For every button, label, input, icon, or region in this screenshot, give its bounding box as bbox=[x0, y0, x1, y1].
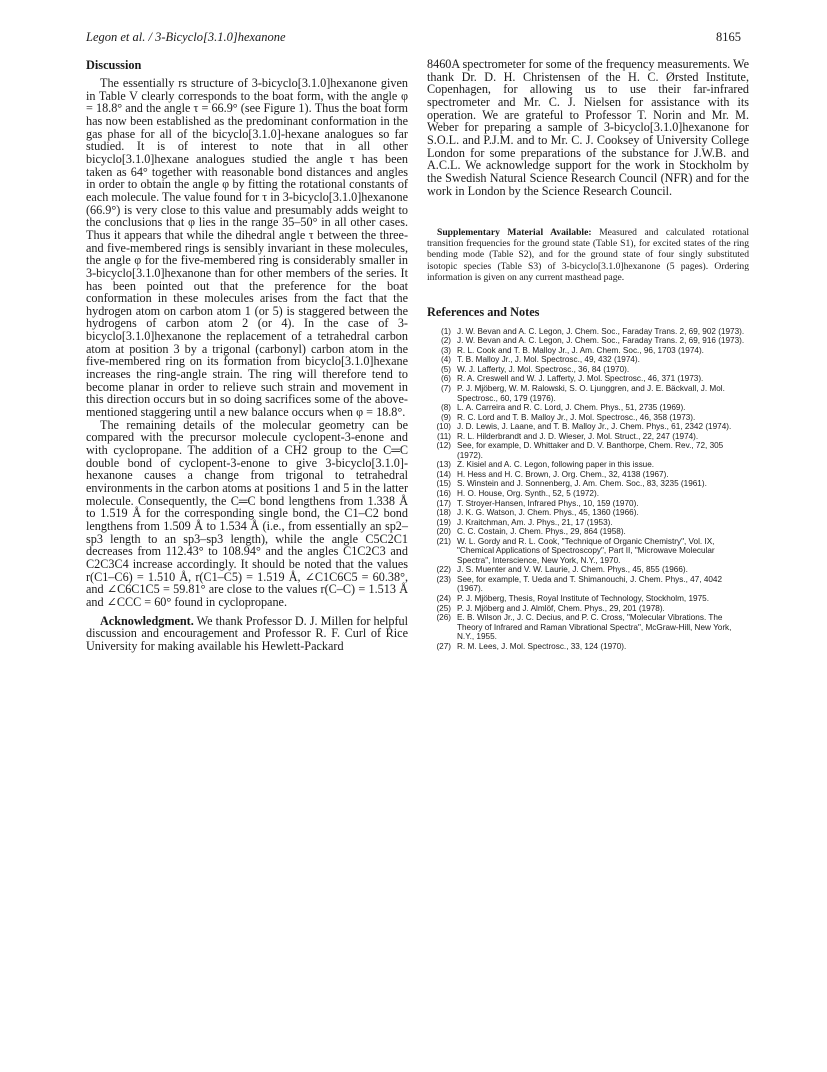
references-list bbox=[427, 327, 749, 652]
reference-item: (4) T. B. Malloy Jr., J. Mol. Spectrosc., 49, 432 (1974). bbox=[440, 355, 640, 365]
left-column bbox=[86, 58, 408, 653]
reference-item: (19) J. Kraitchman, Am. J. Phys., 21, 17 (1953). bbox=[436, 517, 613, 527]
reference-item: (25) P. J. Mjöberg and J. Almlöf, Chem. Phys., 29, 201 (1978). bbox=[436, 603, 665, 613]
reference-item: (8) L. A. Carreira and R. C. Lord, J. Chem. Phys., 51, 2735 (1969). bbox=[440, 403, 686, 413]
reference-item: (14) H. Hess and H. C. Brown, J. Org. Chem., 32, 4138 (1967). bbox=[436, 469, 669, 479]
discussion-paragraph-1: The essentially rs structure of 3-bicyclo[3.1.0]hexanone given in Table V clearly corresponds to the boat form, with the angle φ = 18.8° and the angle τ = 66.9° (see Figure 1). Thus the boat form has now been established as the predominant conformation in the gas phase for all of the bicyclo[3.1.0]-hexane analogues so far studied. It is of interest to note that in all other bicyclo[3.1.0]hexane analogues studied the angle τ has been taken as 64° together with reasonable bond distances and angles in order to obtain the angle φ by fitting the rotational constants of each molecule. The value found for τ in 3-bicyclo[3.1.0]hexanone (66.9°) is very close to this value and presumably adds weight to the conclusions that φ lies in the range 35–50° in all other cases. Thus it appears that while the dihedral angle τ between the three- and five-membered rings is sensibly invariant in these molecules, the angle φ for the five-membered ring is considerably smaller in 3-bicyclo[3.1.0]hexanone than for other members of the series. It has been pointed out that the preference for the boat conformation in these molecules arises from the fact that the hydrogen atom on carbon atom 1 (or 5) is staggered between the hydrogens of carbon atom 2 (or 4). In the case of 3-bicyclo[3.1.0]hexanone the replacement of a tetrahedral carbon atom at position 3 by a trigonal (carbonyl) carbon atom in the five-membered ring on its formation from bicyclo[3.1.0]hexane increases the ring-angle strain. The ring will therefore tend to become planar in order to relieve such strain and movement in this direction occurs but in so doing sacrifices some of the above-mentioned staggering until a new balance occurs when φ = 18.8°. bbox=[86, 76, 408, 420]
acknowledgment-paragraph bbox=[86, 615, 408, 653]
reference-item: (17) T. Stroyer-Hansen, Infrared Phys., 10, 159 (1970). bbox=[436, 498, 639, 508]
references-heading: References and Notes bbox=[427, 304, 540, 319]
reference-item: (5) W. J. Lafferty, J. Mol. Spectrosc., 36, 84 (1970). bbox=[440, 364, 630, 374]
reference-item: (2) J. W. Bevan and A. C. Legon, J. Chem. Soc., Faraday Trans. 2, 69, 916 (1973). bbox=[440, 336, 745, 346]
reference-item: (24) P. J. Mjöberg, Thesis, Royal Institute of Technology, Stockholm, 1975. bbox=[436, 594, 709, 603]
reference-item: (21) W. L. Gordy and R. L. Cook, "Technique of Organic Chemistry", Vol. IX, "Chemical Applications of Spectroscopy", Part II, "Microwave Molecular Spectra", Interscience, New York, N.Y., 1970. bbox=[436, 536, 715, 565]
reference-item: (12) See, for example, D. Whittaker and D. V. Banthorpe, Chem. Rev., 72, 305 (1972). bbox=[436, 441, 724, 460]
discussion-heading: Discussion bbox=[86, 58, 142, 72]
right-column bbox=[427, 58, 749, 651]
reference-item: (13) Z. Kisiel and A. C. Legon, following paper in this issue. bbox=[436, 460, 655, 470]
running-title: Legon et al. / 3-Bicyclo[3.1.0]hexanone bbox=[86, 30, 286, 44]
reference-item: (9) R. C. Lord and T. B. Malloy Jr., J. Mol. Spectrosc., 46, 358 (1973). bbox=[440, 412, 696, 422]
reference-item: (11) R. L. Hilderbrandt and J. D. Wieser, J. Mol. Struct., 22, 247 (1974). bbox=[437, 431, 699, 441]
reference-item: (26) E. B. Wilson Jr., J. C. Decius, and P. C. Cross, "Molecular Vibrations. The Theory of Infrared and Raman Vibrational Spectra", McGraw-Hill, New York, N.Y., 1955. bbox=[436, 613, 732, 642]
supplementary-text: Measured and calculated rotational transition frequencies for the ground state (Table S1), for excited states of the ring bending mode (Table S2), and for the ground state of four singly substituted isotopic species (Table S3) of 3-bicyclo[3.1.0]hexanone (5 pages). Ordering information is given on any current masthead page. bbox=[427, 227, 750, 283]
acknowledgment-text-right: 8460A spectrometer for some of the frequency measurements. We thank Dr. D. H. Christensen of the H. C. Ørsted Institute, Copenhagen, for allowing us to use their far-infrared spectrometer and Mr. C. J. Nielsen for assistance with its operation. We are grateful to Professor T. Norin and Mr. M. Weber for preparing a sample of 3-bicyclo[3.1.0]hexanone for S.O.L. and P.J.M. and to Mr. C. J. Cooksey of University College London for some preparations of the substance for J.W.B. and A.C.L. We acknowledge support for the work in Stockholm by the Swedish Natural Science Research Council (NFR) and for the work in London by the Science Research Council. bbox=[427, 57, 749, 198]
reference-item: (18) J. K. G. Watson, J. Chem. Phys., 45, 1360 (1966). bbox=[436, 508, 639, 518]
reference-item: (15) S. Winstein and J. Sonnenberg, J. Am. Chem. Soc., 83, 3235 (1961). bbox=[436, 479, 707, 489]
acknowledgment-heading: Acknowledgment. bbox=[100, 613, 194, 628]
reference-item: (16) H. O. House, Org. Synth., 52, 5 (1972). bbox=[436, 488, 599, 498]
page-number: 8165 bbox=[716, 30, 741, 44]
running-header bbox=[86, 30, 741, 46]
discussion-paragraph-2: The remaining details of the molecular geometry can be compared with the precursor molecule cyclopent-3-enone and with cyclopropane. The addition of a CH2 group to the C═C double bond of cyclopent-3-enone to give 3-bicyclo[3.1.0]-hexanone causes a change from trigonal to tetrahedral environments in the carbon atoms at positions 1 and 5 in the latter molecule. Consequently, the C═C bond lengthens from 1.338 Å to 1.519 Å for the corresponding single bond, the C1–C2 bond lengthens from 1.509 Å to 1.534 Å (i.e., from essentially an sp2–sp3 length to an sp3–sp3 length), while the angle C5C2C1 decreases from 112.43° to 108.94° and the angles C1C2C3 and C2C3C4 increase accordingly. It should be noted that the values r(C1–C6) = 1.510 Å, r(C1–C5) = 1.519 Å, ∠C1C6C5 = 60.38°, and ∠C6C1C5 = 59.81° are close to the values r(C–C) = 1.513 Å and ∠CCC = 60° found in cyclopropane. bbox=[86, 417, 408, 609]
reference-item: (7) P. J. Mjöberg, W. M. Ralowski, S. O. Ljunggren, and J. E. Bäckvall, J. Mol. Spectrosc., 60, 179 (1976). bbox=[440, 383, 725, 403]
reference-item: (27) R. M. Lees, J. Mol. Spectrosc., 33, 124 (1970). bbox=[436, 641, 627, 651]
reference-item: (20) C. C. Costain, J. Chem. Phys., 29, 864 (1958). bbox=[436, 527, 626, 537]
reference-item: (6) R. A. Creswell and W. J. Lafferty, J. Mol. Spectrosc., 46, 371 (1973). bbox=[440, 374, 704, 384]
supplementary-material bbox=[427, 227, 749, 282]
reference-item: (22) J. S. Muenter and V. W. Laurie, J. Chem. Phys., 45, 855 (1966). bbox=[436, 565, 688, 575]
reference-item: (3) R. L. Cook and T. B. Malloy Jr., J. Am. Chem. Soc., 96, 1703 (1974). bbox=[440, 345, 704, 355]
reference-item: (10) J. D. Lewis, J. Laane, and T. B. Malloy Jr., J. Chem. Phys., 61, 2342 (1974). bbox=[436, 422, 732, 432]
supplementary-heading: Supplementary Material Available: bbox=[437, 227, 592, 239]
acknowledgment-text-left: We thank Professor D. J. Millen for helpful discussion and encouragement and Professor R. F. Curl of Rice University for making available his Hewlett-Packard bbox=[86, 613, 409, 653]
reference-item: (1) J. W. Bevan and A. C. Legon, J. Chem. Soc., Faraday Trans. 2, 69, 902 (1973). bbox=[440, 326, 745, 336]
reference-item: (23) See, for example, T. Ueda and T. Shimanouchi, J. Chem. Phys., 47, 4042 (1967). bbox=[436, 574, 723, 594]
